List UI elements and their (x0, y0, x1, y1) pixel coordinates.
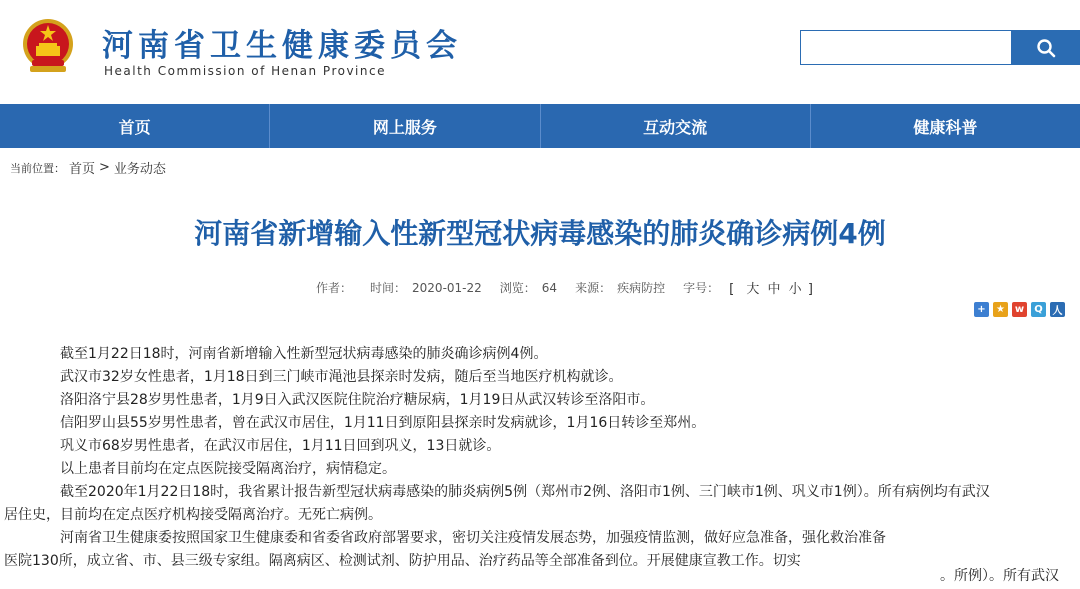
paragraph-continuation: 医院130所，成立省、市、县三级专家组。隔离病区、检测试剂、防护用品、治疗药品等全部准备到位。开展健康宣教工作。切实 (4, 553, 801, 569)
plus-share-icon[interactable]: + (974, 302, 989, 317)
paragraph-continuation: 居住史，目前均在定点医疗机构接受隔离治疗。无死亡病例。 (4, 507, 382, 523)
breadcrumb-home-link[interactable]: 首页 (69, 162, 96, 177)
star-share-icon[interactable]: ★ (993, 302, 1008, 317)
fontsize-large-button[interactable]: 大 (746, 282, 760, 297)
breadcrumb (10, 158, 166, 177)
fontsize-open-bracket: [ (729, 282, 735, 297)
breadcrumb-separator: > (99, 160, 110, 175)
renren-share-icon[interactable]: 人 (1050, 302, 1065, 317)
main-nav (0, 104, 1080, 148)
search-icon (1036, 38, 1056, 58)
qzone-share-icon[interactable]: Q (1031, 302, 1046, 317)
weibo-share-icon[interactable]: w (1012, 302, 1027, 317)
site-subtitle: Health Commission of Henan Province (104, 64, 386, 78)
article-title: 河南省新增输入性新型冠状病毒感染的肺炎确诊病例4例 (194, 217, 886, 250)
site-title: 河南省卫生健康委员会 (102, 28, 462, 64)
search-input[interactable] (800, 30, 1012, 65)
paragraph: 信阳罗山县55岁男性患者，曾在武汉市居住，1月11日到原阳县探亲时发病就诊，1月16日转诊至郑州。 (60, 415, 706, 431)
fontsize-small-button[interactable]: 小 (788, 282, 802, 297)
publish-time: 2020-01-22 (412, 280, 482, 295)
paragraph: 洛阳洛宁县28岁男性患者，1月9日入武汉医院住院治疗糖尿病，1月19日从武汉转诊至洛阳市。 (60, 392, 655, 408)
fontsize-medium-button[interactable]: 中 (767, 282, 781, 297)
site-header (0, 0, 1080, 104)
fontsize-control (729, 278, 819, 297)
author-label: 作者： (316, 281, 353, 295)
search-button[interactable] (1012, 30, 1080, 65)
breadcrumb-label: 当前位置： (10, 161, 65, 175)
time-label: 时间： (370, 281, 407, 295)
paragraph: 以上患者目前均在定点医院接受隔离治疗，病情稳定。 (60, 461, 396, 477)
nav-item-online-services[interactable]: 网上服务 (270, 104, 540, 148)
trailing-text: 。所例）。所有武汉 (940, 568, 1059, 584)
fontsize-label: 字号： (683, 281, 720, 295)
nav-item-health-science[interactable]: 健康科普 (913, 117, 978, 137)
paragraph: 河南省卫生健康委按照国家卫生健康委和省委省政府部署要求，密切关注疫情发展态势，加强疫情监测，做好应急准备，强化救治准备 (60, 530, 886, 546)
breadcrumb-news-link[interactable]: 业务动态 (113, 162, 166, 177)
paragraph: 截至2020年1月22日18时，我省累计报告新型冠状病毒感染的肺炎病例5例（郑州市2例、洛阳市1例、三门峡市1例、巩义市1例）。所有病例均有武汉 (60, 484, 990, 500)
article-meta (316, 278, 825, 297)
source-label: 来源： (575, 281, 612, 295)
article-body (4, 343, 1070, 573)
paragraph: 巩义市68岁男性患者，在武汉市居住，1月11日回到巩义，13日就诊。 (60, 438, 501, 454)
fontsize-close-bracket: ] (807, 282, 813, 297)
paragraph: 武汉市32岁女性患者，1月18日到三门峡市渑池县探亲时发病，随后至当地医疗机构就诊。 (60, 369, 623, 385)
share-toolbar (974, 302, 1065, 317)
nav-item-home[interactable]: 首页 (0, 104, 270, 148)
national-emblem-icon (22, 16, 74, 76)
views-label: 浏览： (499, 281, 536, 295)
nav-item-interaction[interactable]: 互动交流 (541, 104, 811, 148)
source-value: 疾病防控 (617, 281, 666, 295)
paragraph: 截至1月22日18时，河南省新增输入性新型冠状病毒感染的肺炎确诊病例4例。 (60, 346, 548, 362)
view-count: 64 (541, 280, 558, 295)
